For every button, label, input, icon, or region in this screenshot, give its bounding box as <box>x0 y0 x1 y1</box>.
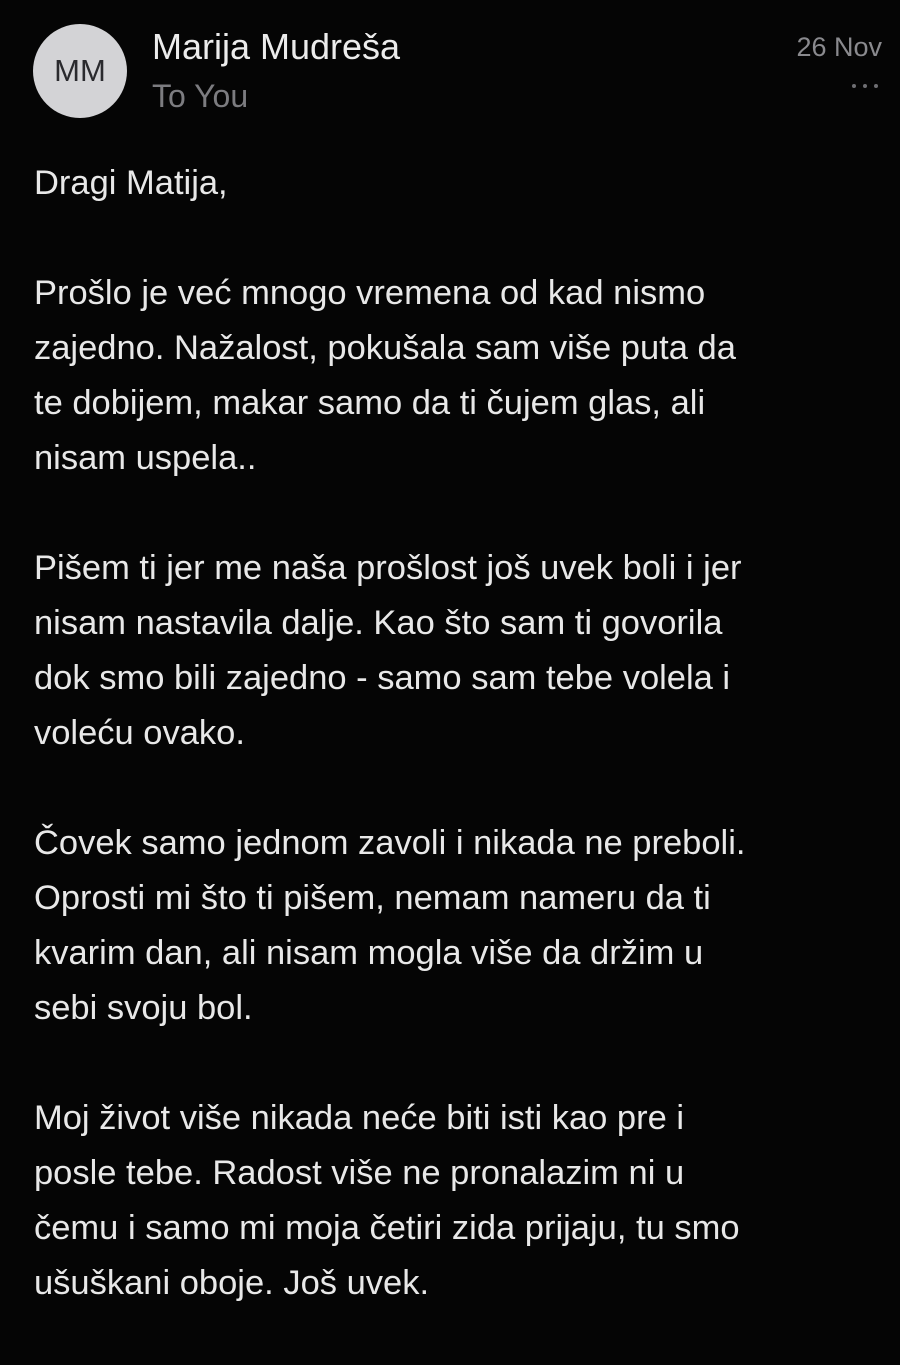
sender-name[interactable]: Marija Mudreša <box>152 26 401 67</box>
message-paragraph: Moj život više nikada neće biti isti kao pre i posle tebe. Radost više ne pronalazim ni u čemu i samo mi moja četiri zida prijaju, tu smo ušuškani oboje. Još uvek. <box>34 1099 740 1302</box>
more-dot <box>852 84 856 88</box>
message-header <box>0 0 900 130</box>
more-dot <box>874 84 878 88</box>
message-paragraph: Prošlo je već mnogo vremena od kad nismo zajedno. Nažalost, pokušala sam više puta da te dobijem, makar samo da ti čujem glas, ali nisam uspela.. <box>34 274 736 477</box>
message-body <box>34 156 874 1311</box>
more-horizontal-icon[interactable] <box>852 84 878 88</box>
avatar-initials: MM <box>54 53 106 88</box>
avatar[interactable] <box>33 24 127 118</box>
message-date: 26 Nov <box>796 32 882 62</box>
message-paragraph: Pišem ti jer me naša prošlost još uvek boli i jer nisam nastavila dalje. Kao što sam ti govorila dok smo bili zajedno - samo sam tebe volela i voleću ovako. <box>34 549 742 752</box>
message-paragraph: Čovek samo jednom zavoli i nikada ne preboli. Oprosti mi što ti pišem, nemam nameru da ti kvarim dan, ali nisam mogla više da držim u sebi svoju bol. <box>34 824 746 1027</box>
recipient-line[interactable]: To You <box>152 78 249 114</box>
more-dot <box>863 84 867 88</box>
message-greeting: Dragi Matija, <box>34 164 228 202</box>
